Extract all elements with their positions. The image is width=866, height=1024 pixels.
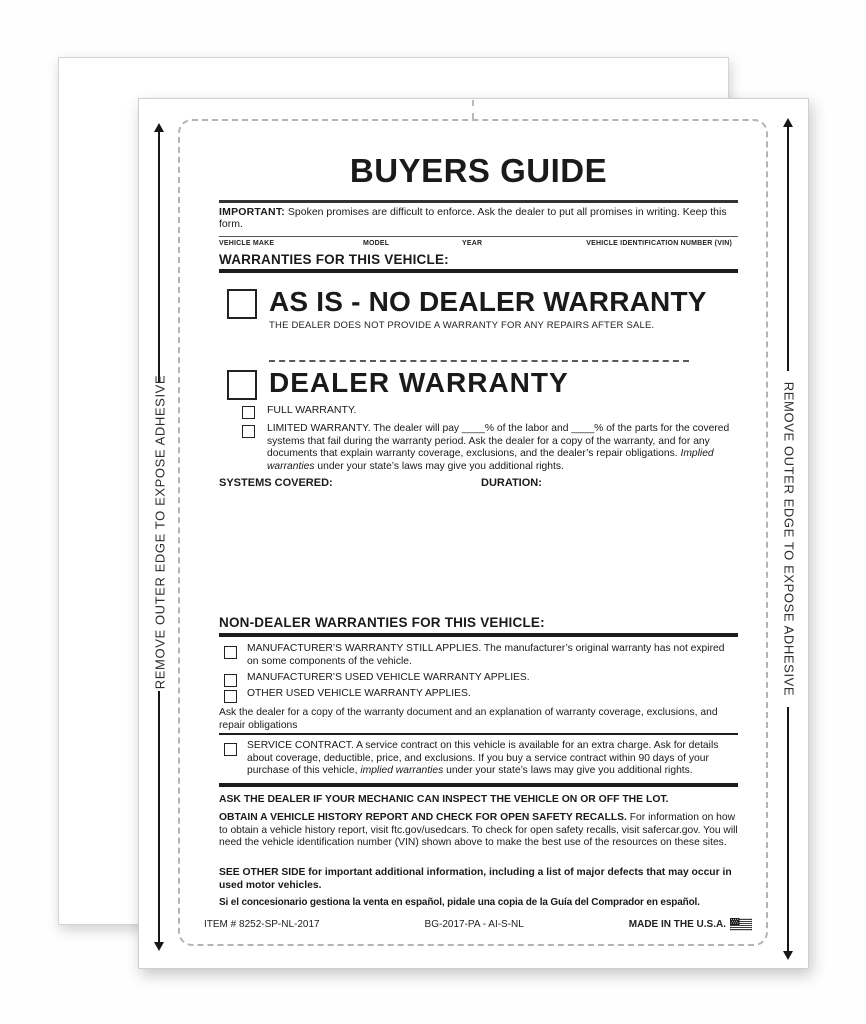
spanish-advisory: Si el concesionario gestiona la venta en español, pidale una copia de la Guía del Comprador en español.	[219, 897, 700, 908]
part-code: BG-2017-PA - AI-S-NL	[424, 919, 524, 930]
other-used-warranty-label: OTHER USED VEHICLE WARRANTY APPLIES.	[247, 688, 471, 699]
remove-edge-label-right: REMOVE OUTER EDGE TO EXPOSE ADHESIVE	[781, 381, 797, 697]
limited-warranty-checkbox[interactable]	[242, 425, 255, 438]
tear-arrow-line	[787, 707, 789, 952]
systems-covered-label: SYSTEMS COVERED:	[219, 477, 333, 489]
limited-warranty-text	[267, 423, 739, 473]
footer	[204, 918, 752, 931]
manufacturers-warranty-label: MANUFACTURER’S WARRANTY STILL APPLIES. The manufacturer’s original warranty has not expired on some components of the vehicle.	[247, 643, 725, 667]
vehicle-fields-row	[219, 240, 738, 250]
manufacturers-used-warranty-checkbox[interactable]	[224, 674, 237, 687]
divider	[219, 236, 738, 237]
important-label: IMPORTANT:	[219, 206, 285, 218]
as-is-checkbox[interactable]	[227, 289, 257, 319]
item-number: ITEM # 8252-SP-NL-2017	[204, 919, 320, 930]
model-label: MODEL	[363, 240, 390, 247]
see-other-side-advisory: SEE OTHER SIDE for important additional information, including a list of major defects that may occur in used motor vehicles.	[219, 867, 732, 891]
buyers-guide-form-sheet	[138, 98, 809, 969]
made-in-usa-label: MADE IN THE U.S.A.	[628, 919, 726, 930]
non-dealer-heading: NON-DEALER WARRANTIES FOR THIS VEHICLE:	[219, 615, 545, 630]
service-contract-post: under your state’s laws may give you additional rights.	[443, 765, 693, 776]
limited-warranty-post: under your state’s laws may give you additional rights.	[314, 460, 564, 472]
vehicle-history-advisory	[219, 812, 738, 850]
as-is-subtitle: THE DEALER DOES NOT PROVIDE A WARRANTY FOR ANY REPAIRS AFTER SALE.	[269, 320, 655, 331]
divider-thick	[219, 783, 738, 787]
full-warranty-label: FULL WARRANTY.	[267, 404, 357, 416]
divider	[219, 200, 738, 203]
tear-arrow-line	[787, 126, 789, 371]
divider	[219, 733, 738, 735]
full-warranty-checkbox[interactable]	[242, 406, 255, 419]
tear-arrow-line	[158, 131, 160, 383]
divider-thick	[219, 633, 738, 637]
ask-dealer-advisory: ASK THE DEALER IF YOUR MECHANIC CAN INSPECT THE VEHICLE ON OR OFF THE LOT.	[219, 794, 669, 805]
form-content	[204, 99, 738, 968]
service-contract-pre: SERVICE CONTRACT. A service contract on this vehicle is available for an extra charge. Ask for details about coverage, deductible, price, and exclusions. If you buy a service contract within 90 days of your purchase of this vehicle,	[247, 740, 719, 776]
remove-edge-label-left: REMOVE OUTER EDGE TO EXPOSE ADHESIVE	[152, 374, 168, 690]
service-contract-text	[247, 740, 739, 778]
service-contract-checkbox[interactable]	[224, 743, 237, 756]
other-used-warranty-checkbox[interactable]	[224, 690, 237, 703]
tear-arrow-line	[158, 691, 160, 943]
vehicle-history-text: For information on how to obtain a vehicle history report, visit ftc.gov/usedcars. To check for open safety recalls, visit safercar.gov. You will need the vehicle identification number (VIN) shown above to make the best use of the resources on these sites.	[219, 812, 738, 848]
vehicle-history-lead: OBTAIN A VEHICLE HISTORY REPORT AND CHECK FOR OPEN SAFETY RECALLS.	[219, 812, 627, 823]
duration-label: DURATION:	[481, 477, 542, 489]
vin-label: VEHICLE IDENTIFICATION NUMBER (VIN)	[586, 240, 732, 247]
warranties-heading: WARRANTIES FOR THIS VEHICLE:	[219, 252, 449, 267]
tear-arrow-down-left-icon	[154, 942, 164, 951]
service-contract-italic: implied warranties	[360, 765, 444, 776]
manufacturers-used-warranty-label: MANUFACTURER’S USED VEHICLE WARRANTY APPLIES.	[247, 672, 530, 683]
us-flag-icon	[730, 918, 752, 931]
important-text: Spoken promises are difficult to enforce. Ask the dealer to put all promises in writing. Keep this form.	[219, 206, 727, 230]
vehicle-make-label: VEHICLE MAKE	[219, 240, 275, 247]
limited-warranty-italic: Implied warranties	[267, 448, 714, 472]
page-title: BUYERS GUIDE	[349, 152, 608, 189]
dashed-separator	[269, 360, 689, 362]
made-in-usa	[629, 918, 752, 931]
important-notice	[219, 206, 738, 230]
year-label: YEAR	[462, 240, 483, 247]
limited-warranty-pre: LIMITED WARRANTY. The dealer will pay ____% of the labor and ____% of the parts for the covered systems that fail during the warranty period. Ask the dealer for a copy of the warranty, and for any documents that explain warranty coverage, exclusions, and the dealer’s repair obligations.	[267, 423, 730, 459]
non-dealer-note: Ask the dealer for a copy of the warranty document and an explanation of warranty coverage, exclusions, and repair obligations	[219, 707, 718, 731]
tear-arrow-down-right-icon	[783, 951, 793, 960]
as-is-title: AS IS - NO DEALER WARRANTY	[269, 286, 707, 317]
manufacturers-warranty-checkbox[interactable]	[224, 646, 237, 659]
dealer-warranty-title: DEALER WARRANTY	[269, 367, 569, 398]
divider-thick	[219, 269, 738, 273]
dealer-warranty-checkbox[interactable]	[227, 370, 257, 400]
